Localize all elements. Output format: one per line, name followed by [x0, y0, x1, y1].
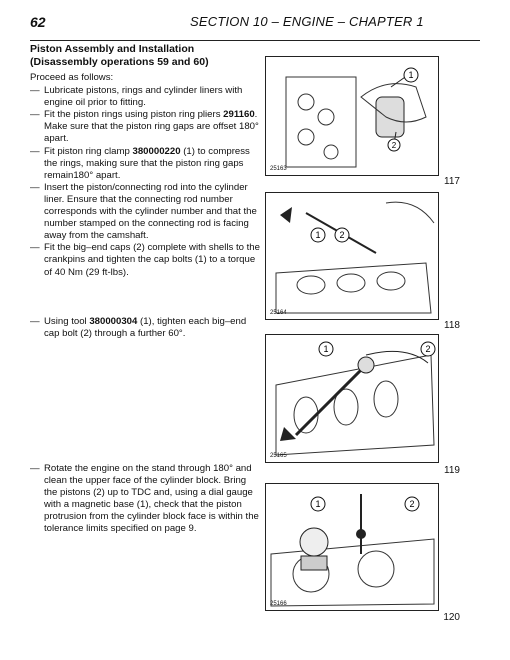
figure-piston-ring-clamp	[265, 56, 439, 176]
callout-1: 1	[315, 499, 321, 509]
dial-gauge-illustration	[266, 484, 438, 610]
figure-big-end-caps	[265, 192, 439, 320]
step-item: — Fit the piston rings using piston ring pliers 291160. Make sure that the piston ring gaps are offset 180° apart.	[30, 109, 259, 145]
title-line-2: (Disassembly operations 59 and 60)	[30, 56, 209, 68]
title-line-1: Piston Assembly and Installation	[30, 43, 195, 55]
svg-text:2: 2	[391, 141, 397, 150]
callout-1: 1	[315, 230, 321, 240]
figure-code: 25163	[270, 166, 287, 172]
figure-number: 118	[444, 320, 460, 331]
steps-block-2	[30, 316, 260, 340]
figure-number: 117	[444, 176, 460, 187]
steps-block-1	[30, 72, 260, 279]
callout-2: 2	[339, 230, 345, 240]
figure-number: 119	[444, 465, 460, 476]
callout-2: 2	[409, 499, 415, 509]
section-title: SECTION 10 – ENGINE – CHAPTER 1	[190, 14, 424, 29]
angle-tool-illustration	[266, 335, 438, 462]
step-item: — Rotate the engine on the stand through 180° and clean the upper face of the cylinder block. Bring the pistons (2) up to TDC and, using a dial gauge with a magnetic base (1), check that the piston protrusion from the cylinder block face is within the tolerance limits specified on page 9.	[30, 463, 259, 535]
page-number: 62	[30, 14, 46, 30]
crankshaft-illustration	[266, 193, 438, 319]
page-header	[30, 12, 480, 41]
intro-text: Proceed as follows:	[30, 72, 114, 83]
figure-code: 25164	[270, 310, 287, 316]
figure-number: 120	[443, 612, 460, 623]
step-item: — Using tool 380000304 (1), tighten each big–end cap bolt (2) through a further 60°.	[30, 316, 247, 340]
figure-code: 25166	[270, 601, 287, 607]
steps-block-3	[30, 463, 260, 536]
procedure-title	[30, 43, 260, 69]
engine-illustration	[266, 57, 438, 175]
step-item: — Insert the piston/connecting rod into the cylinder liner. Ensure that the connecting rod number corresponds with the cylinder number and that the number stamped on the connecting rod is facing away from the camshaft.	[30, 181, 257, 242]
svg-text:1: 1	[408, 70, 414, 80]
figure-code: 25165	[270, 453, 287, 459]
step-item: — Fit piston ring clamp 380000220 (1) to compress the rings, making sure that the piston ring gaps remain180° apart.	[30, 145, 250, 181]
callout-1: 1	[323, 344, 329, 354]
step-item: — Fit the big–end caps (2) complete with shells to the crankpins and tighten the cap bolts (1) to a torque of 40 Nm (29 ft-lbs).	[30, 242, 260, 278]
step-item: — Lubricate pistons, rings and cylinder liners with engine oil prior to fitting.	[30, 85, 243, 109]
figure-dial-gauge	[265, 483, 439, 611]
callout-2: 2	[425, 344, 431, 354]
figure-angle-tightening	[265, 334, 439, 463]
